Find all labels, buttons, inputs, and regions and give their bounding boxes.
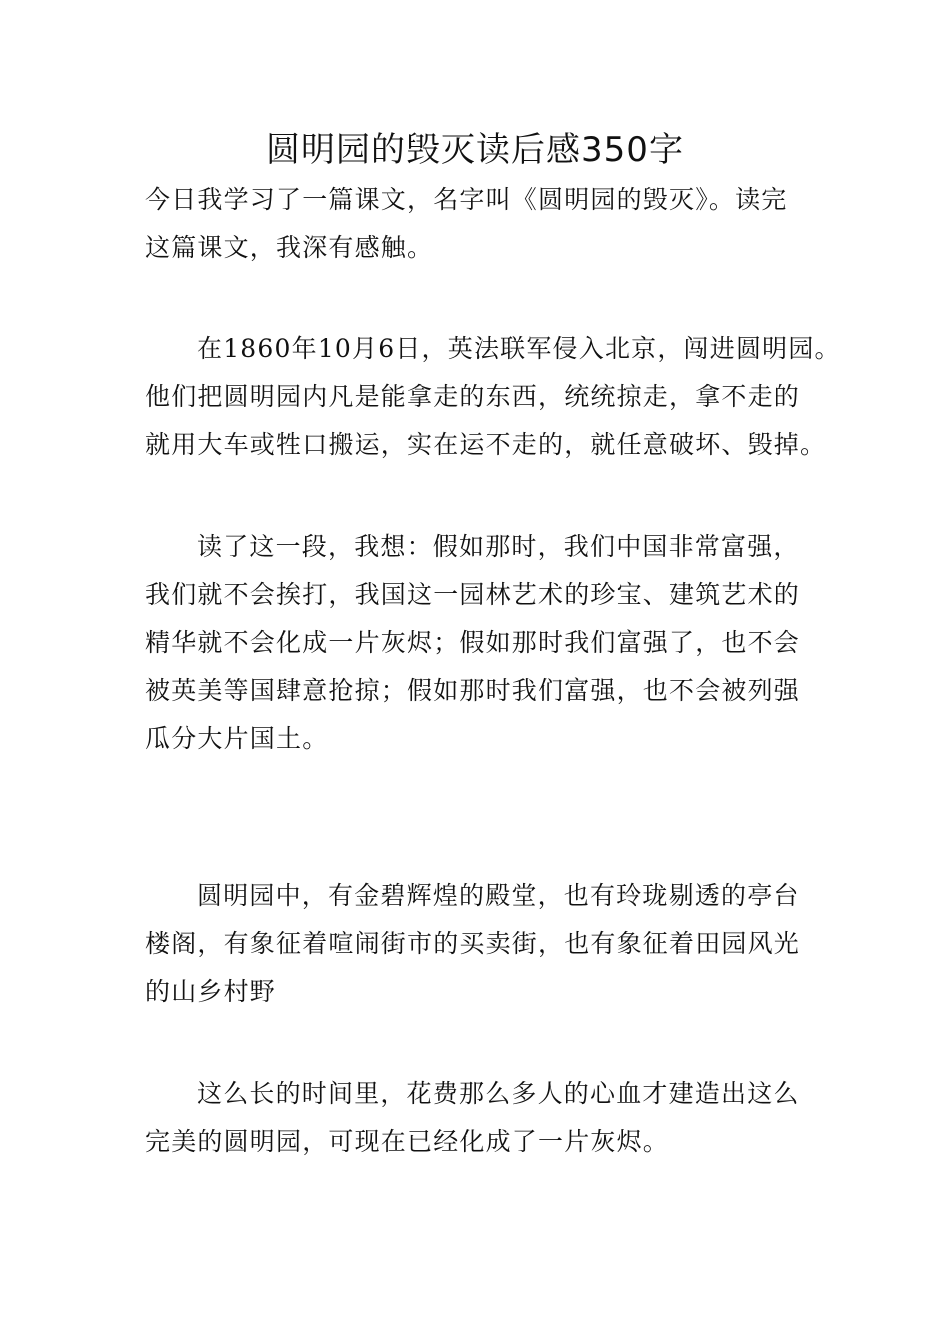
paragraph-line: 今日我学习了一篇课文，名字叫《圆明园的毁灭》。读完 <box>145 185 788 214</box>
paragraph-line: 精华就不会化成一片灰烬；假如那时我们富强了，也不会 <box>145 628 801 657</box>
paragraph-1 <box>145 176 845 272</box>
paragraph-line: 被英美等国肆意抢掠；假如那时我们富强，也不会被列强 <box>145 676 801 705</box>
paragraph-line: 他们把圆明园内凡是能拿走的东西，统统掠走，拿不走的 <box>145 382 801 411</box>
paragraph-4 <box>145 872 845 1016</box>
paragraph-line: 在1860年10月6日，英法联军侵入北京，闯进圆明园。 <box>197 334 841 363</box>
paragraph-line: 这么长的时间里，花费那么多人的心血才建造出这么 <box>197 1079 800 1108</box>
paragraph-line: 圆明园中，有金碧辉煌的殿堂，也有玲珑剔透的亭台 <box>197 881 800 910</box>
paragraph-line: 读了这一段，我想：假如那时，我们中国非常富强， <box>197 532 800 561</box>
paragraph-line: 完美的圆明园，可现在已经化成了一片灰烬。 <box>145 1127 670 1156</box>
paragraph-line: 瓜分大片国土。 <box>145 724 329 753</box>
paragraph-line: 的山乡村野 <box>145 977 277 1006</box>
paragraph-line: 这篇课文，我深有感触。 <box>145 233 434 262</box>
paragraph-line: 就用大车或牲口搬运，实在运不走的，就任意破坏、毁掉。 <box>145 430 827 459</box>
document-title: 圆明园的毁灭读后感350字 <box>266 130 684 170</box>
paragraph-5 <box>145 1070 845 1166</box>
paragraph-2 <box>145 325 845 469</box>
paragraph-3 <box>145 523 845 763</box>
paragraph-line: 楼阁，有象征着喧闹街市的买卖街，也有象征着田园风光 <box>145 929 801 958</box>
paragraph-line: 我们就不会挨打，我国这一园林艺术的珍宝、建筑艺术的 <box>145 580 801 609</box>
